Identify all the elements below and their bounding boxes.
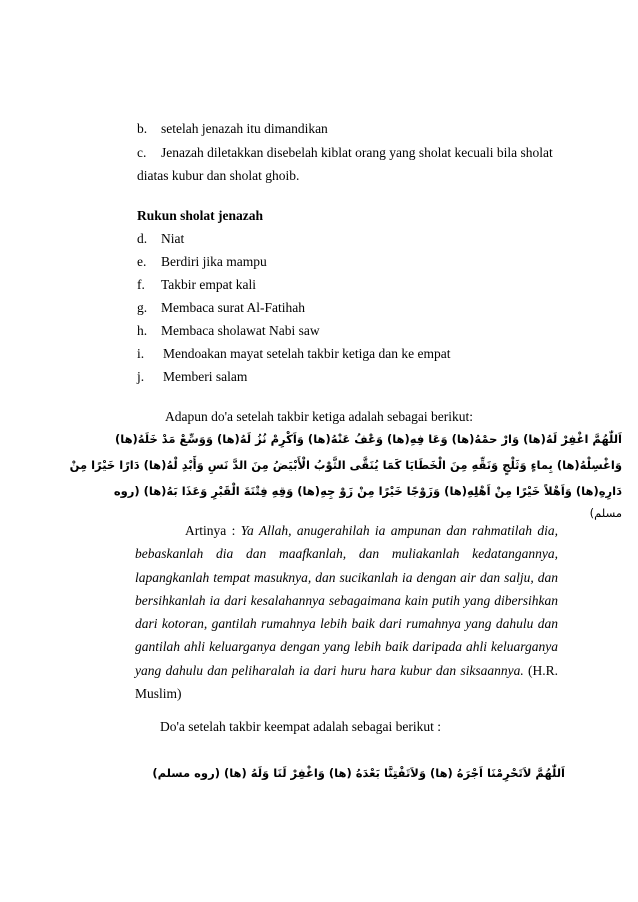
rukun-item-g (137, 300, 305, 316)
list-marker: i. (137, 346, 145, 361)
list-marker: b. (137, 121, 148, 136)
translation-text: Ya Allah, anugerahilah ia ampunan dan rahmatilah dia, bebaskanlah dia dan maafkanlah, dan muliakanlah kedatangannya, lapangkanlah tempat masuknya, dan sucikanlah ia dengan air dan salju, dan bersihkanlah ia dari kesalahannya sebagaimana kain putih yang dibersihkan dari kotoran, gantilah rumahnya lebih baik dari rumahnya yang dahulu dan gantilah ahli keluarganya dengan yang lebih baik daripada ahli keluarganya yang dahulu dan peliharalah ia dari huru hara kubur dan siksaannya. (135, 523, 558, 678)
list-marker: j. (137, 369, 145, 384)
list-marker: f. (137, 277, 145, 292)
arabic-doa-line-1: اَللّٰهُمَّ اغْفِرْ لَهُ(ها) وَارْ حمْهُ(ها) وَعَا فِهِ(ها) وَعْفُ عَنْهُ(ها) وَاَكْرِمْ نُزُ لَهُ(ها) وَوَسِّعْ مَدْ خَلَهُ(ها) (115, 432, 622, 446)
rukun-item-i (137, 346, 451, 362)
rukun-item-h (137, 323, 320, 339)
list-item-c-continuation: diatas kubur dan sholat ghoib. (137, 168, 300, 183)
rukun-item-d (137, 231, 184, 247)
list-text: Takbir empat kali (161, 277, 257, 292)
arabic-doa-line-3: دَارِهِ(ها) وَاَهْلاً خَيْرًا مِنْ اَهْلِهِ(ها) وَزَوْجًا خَيْرًا مِنْ زَوْ جِهِ(ها) وَقِهِ فِتْنَةَ الْقَبْرِ وَعَذَا بَهُ(ها) (روه (113, 484, 622, 498)
list-text: Membaca surat Al-Fatihah (161, 300, 305, 315)
doa-keempat-intro: Do'a setelah takbir keempat adalah sebagai berikut : (160, 719, 441, 734)
list-text: Membaca sholawat Nabi saw (161, 323, 320, 338)
list-text: setelah jenazah itu dimandikan (161, 121, 328, 136)
list-item-b (137, 121, 328, 137)
list-item-c (137, 145, 553, 161)
list-text: Mendoakan mayat setelah takbir ketiga dan ke empat (163, 346, 451, 361)
arabic-doa-line-2: وَاغْسِلْهُ(ها) بِماءٍ وَثَلْجٍ وَنَقِّهِ مِنَ الْخَطَايَا كَمَا يُنَقَّى الثَّوْبُ الْأَبْيَضُ مِنَ الدَّ نَسِ وَأَبْدِ لْهُ(ها) دَارًا خَيْرًا مِنْ (69, 458, 622, 472)
list-marker: h. (137, 323, 148, 338)
list-marker: g. (137, 300, 148, 315)
arabic-doa-keempat: اَللّٰهُمَّ لاَتَحْرِمْنَا اَجْرَهُ (ها) وَلاَتَفْتِنَّا بَعْدَهُ (ها) وَاغْفِرْ لَنَا وَلَهُ (ها) (روه مسلم) (152, 766, 565, 780)
list-marker: e. (137, 254, 147, 269)
list-text: Niat (161, 231, 185, 246)
rukun-item-e (137, 254, 267, 270)
translation-paragraph (135, 519, 558, 705)
list-marker: d. (137, 231, 148, 246)
section-heading-rukun: Rukun sholat jenazah (137, 208, 264, 223)
doa-ketiga-intro: Adapun do'a setelah takbir ketiga adalah sebagai berikut: (165, 409, 473, 424)
translation-label: Artinya : (185, 523, 236, 538)
arabic-doa-line-4: مسلم) (589, 506, 622, 520)
rukun-item-f (137, 277, 256, 293)
rukun-item-j (137, 369, 247, 385)
list-text: Jenazah diletakkan disebelah kiblat orang yang sholat kecuali bila sholat (161, 145, 553, 160)
list-marker: c. (137, 145, 147, 160)
list-text: Berdiri jika mampu (161, 254, 267, 269)
list-text: Memberi salam (163, 369, 248, 384)
translation-source: (H.R. Muslim) (135, 662, 558, 702)
